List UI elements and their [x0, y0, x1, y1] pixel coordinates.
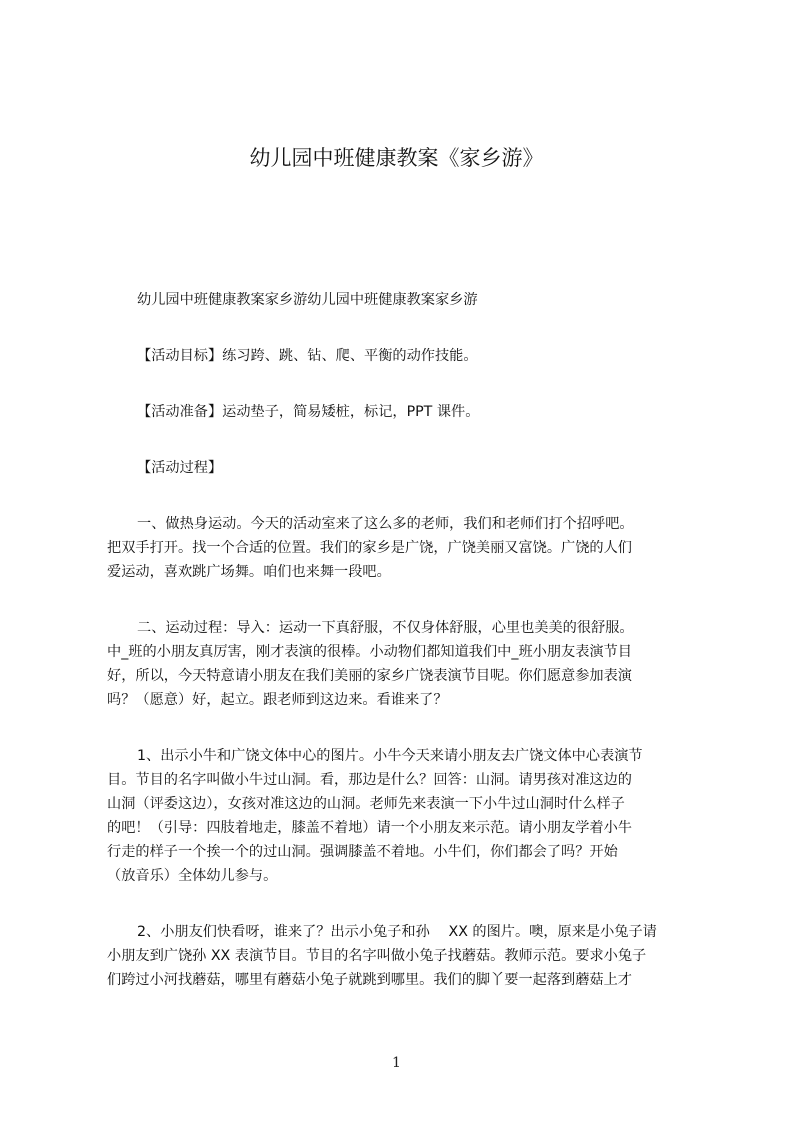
paragraph-line: 吗？（愿意）好，起立。跟老师到这边来。看谁来了？	[107, 692, 448, 708]
document-body	[107, 288, 699, 992]
paragraph-line: 一、做热身运动。今天的活动室来了这么多的老师，我们和老师们打个招呼吧。	[137, 516, 634, 532]
prep-line: 【活动准备】运动垫子，简易矮桩，标记，PPT 课件。	[137, 404, 480, 420]
paragraph-line: 山洞（评委这边），女孩对准这边的山洞。老师先来表演一下小牛过山洞时什么样子	[107, 796, 625, 812]
paragraph-line: 2、小朋友们快看呀，谁来了？出示小兔子和孙 XX 的图片。噢，原来是小兔子请	[137, 924, 657, 940]
document-title: 幼儿园中班健康教案《家乡游》	[249, 146, 544, 170]
paragraph-section4	[107, 920, 699, 992]
process-heading: 【活动过程】	[137, 460, 223, 476]
paragraph-line: 把双手打开。找一个合适的位置。我们的家乡是广饶，广饶美丽又富饶。广饶的人们	[107, 540, 632, 556]
paragraph-line: 们跨过小河找蘑菇，哪里有蘑菇小兔子就跳到哪里。我们的脚丫要一起落到蘑菇上才	[107, 972, 632, 988]
page-number: 1	[392, 1055, 401, 1071]
paragraph-line: 二、运动过程：导入：运动一下真舒服，不仅身体舒服，心里也美美的很舒服。	[137, 620, 634, 636]
paragraph-line: 目。节目的名字叫做小牛过山洞。看，那边是什么？回答：山洞。请男孩对准这边的	[107, 772, 632, 788]
subtitle-line: 幼儿园中班健康教案家乡游幼儿园中班健康教案家乡游	[137, 292, 478, 308]
paragraph-line: 的吧！（引导：四肢着地走，膝盖不着地）请一个小朋友来示范。请小朋友学着小牛	[107, 820, 632, 836]
paragraph-line: 好，所以，今天特意请小朋友在我们美丽的家乡广饶表演节目呢。你们愿意参加表演	[107, 668, 632, 684]
paragraph-line: 中_班的小朋友真厉害，刚才表演的很棒。小动物们都知道我们中_班小朋友表演节目	[107, 644, 632, 660]
paragraph-section2	[107, 616, 699, 712]
paragraph-line: 1、出示小牛和广饶文体中心的图片。小牛今天来请小朋友去广饶文体中心表演节	[137, 748, 643, 764]
paragraph-section3	[107, 744, 699, 888]
goal-line: 【活动目标】练习跨、跳、钻、爬、平衡的动作技能。	[137, 348, 478, 364]
paragraph-line: （放音乐）全体幼儿参与。	[107, 868, 278, 884]
paragraph-section1	[107, 512, 699, 584]
paragraph-line: 小朋友到广饶孙 XX 表演节目。节目的名字叫做小兔子找蘑菇。教师示范。要求小兔子	[107, 948, 647, 964]
paragraph-line: 行走的样子一个挨一个的过山洞。强调膝盖不着地。小牛们，你们都会了吗？开始	[107, 844, 618, 860]
paragraph-line: 爱运动，喜欢跳广场舞。咱们也来舞一段吧。	[107, 564, 391, 580]
